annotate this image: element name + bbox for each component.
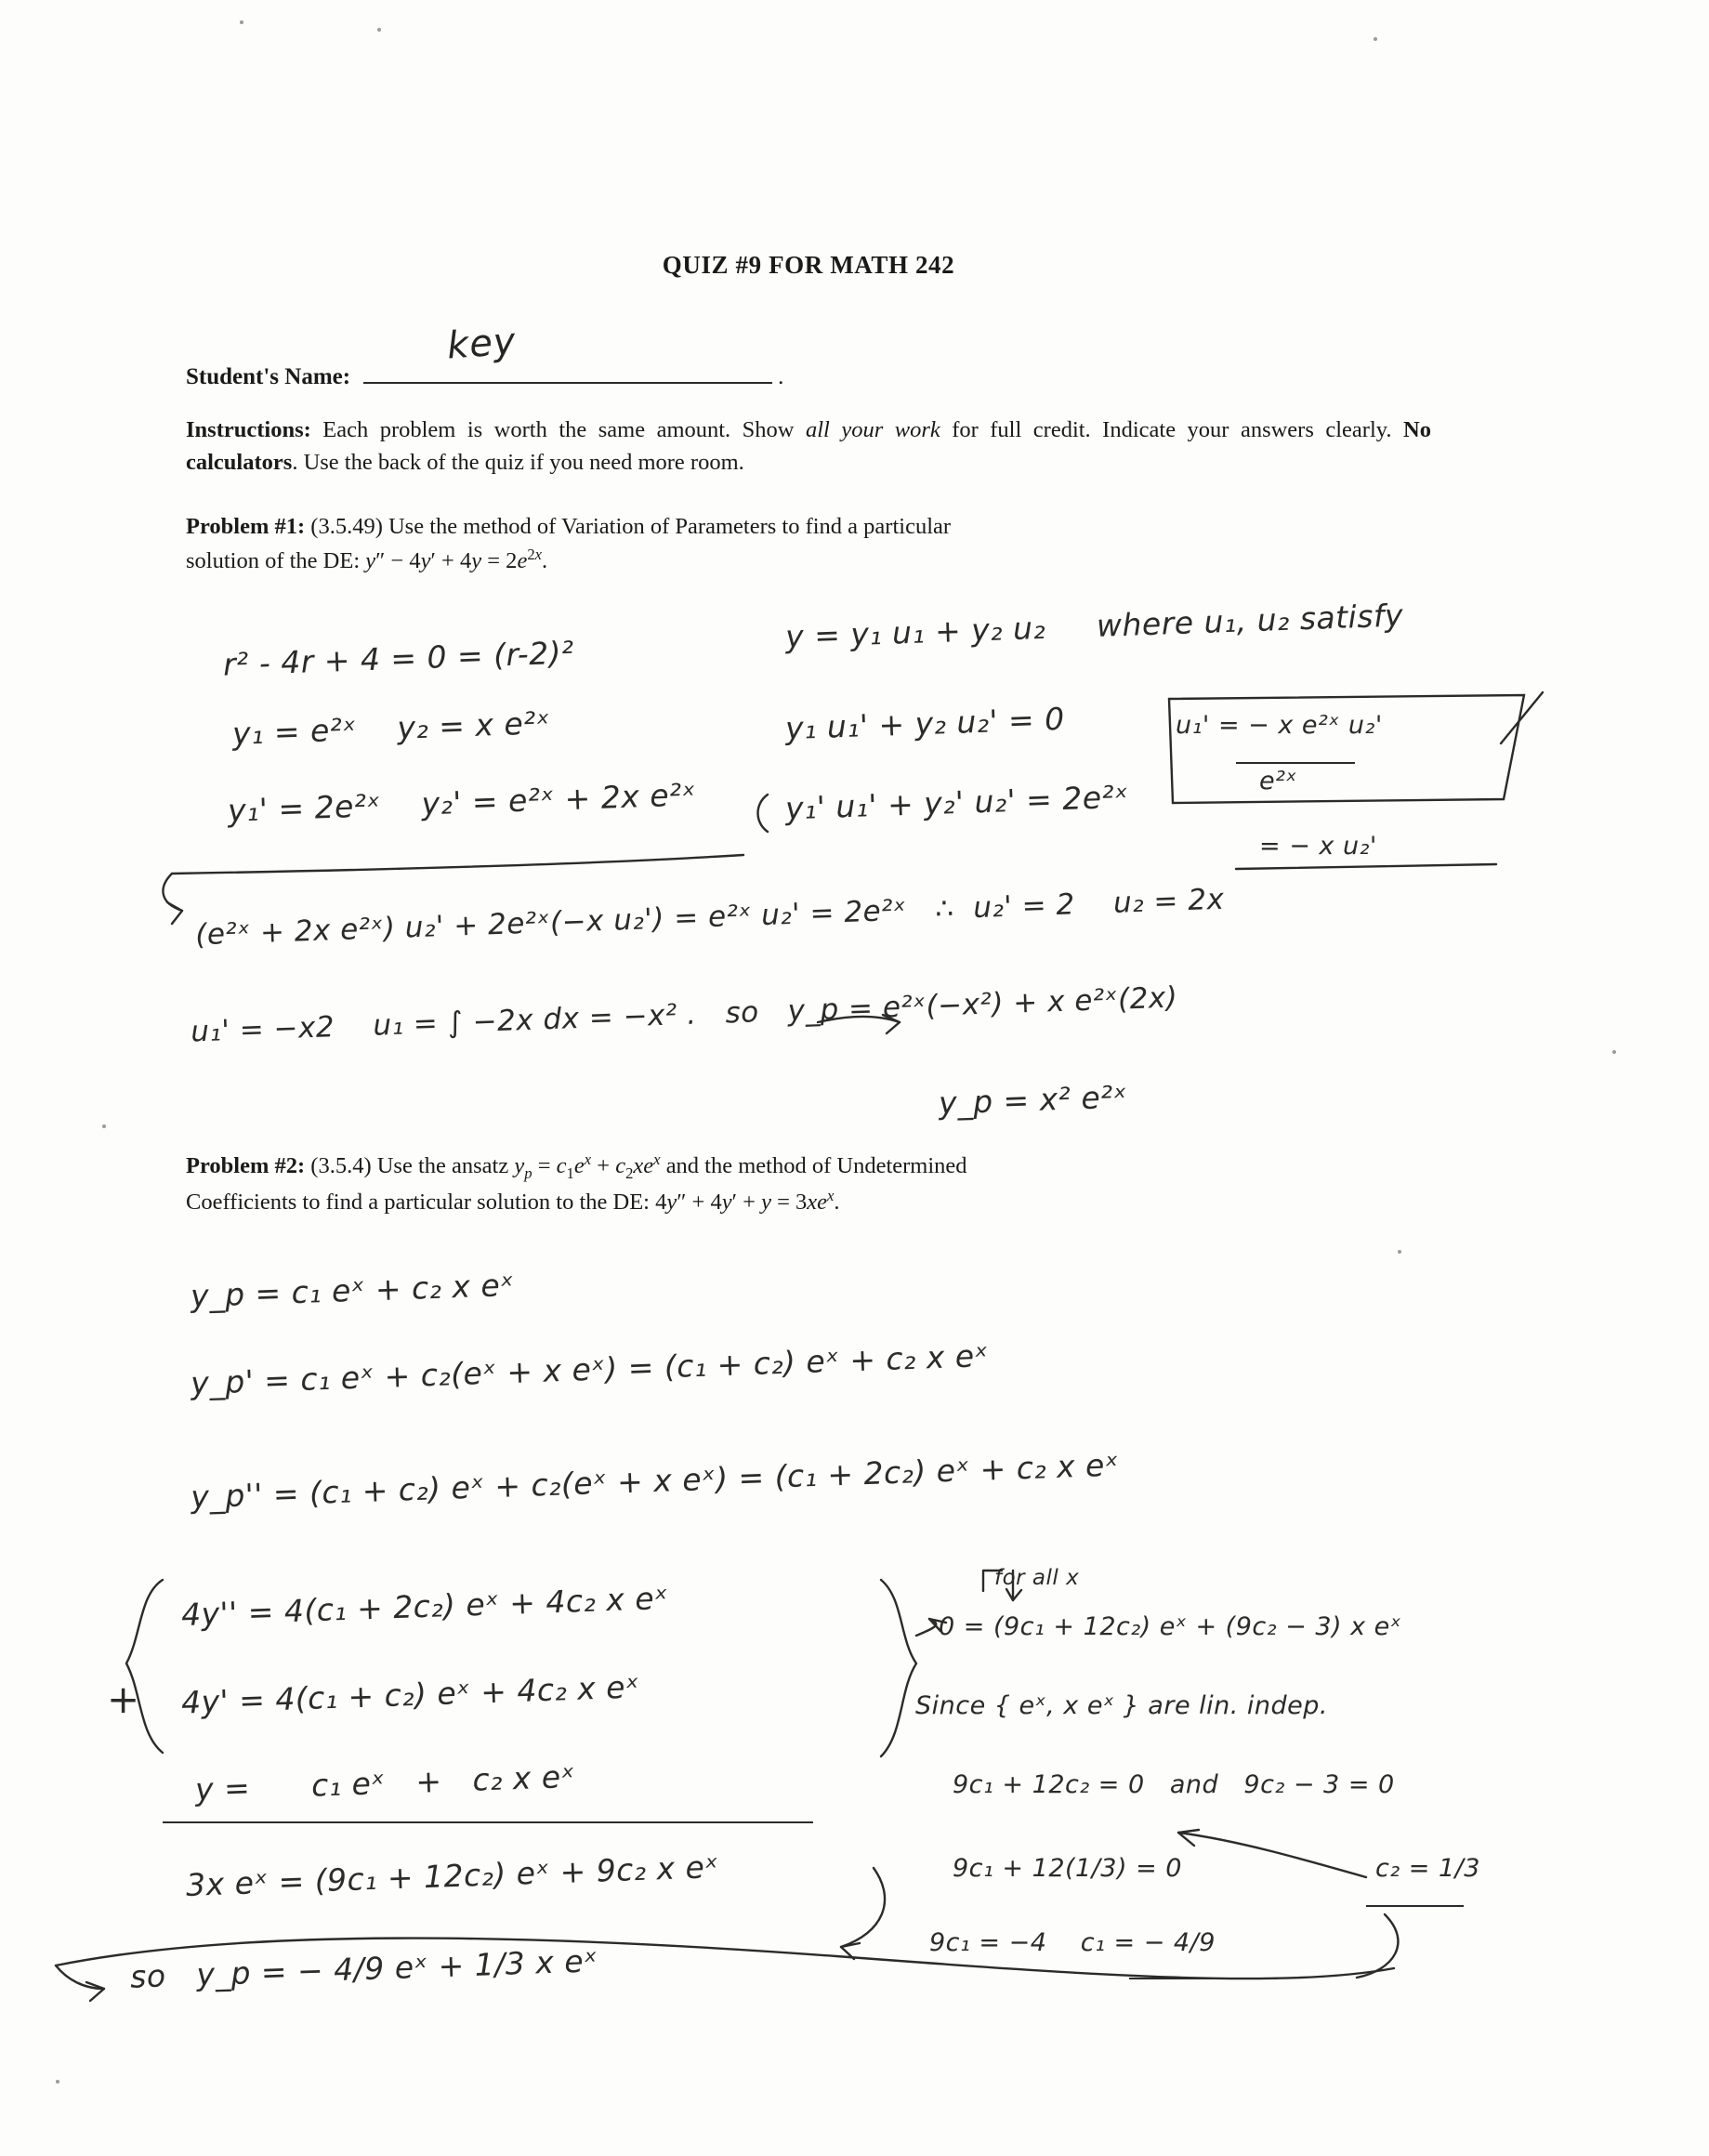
scan-speck	[1612, 1050, 1616, 1054]
page-title: QUIZ #9 FOR MATH 242	[662, 251, 955, 279]
hw-p1-u1-simplified: = − x u₂'	[1259, 832, 1377, 861]
scan-speck	[102, 1124, 106, 1128]
hw-p1-basis: y₁ = e²ˣ y₂ = x e²ˣ	[231, 704, 551, 752]
instructions-bold-no-calculators: No calculators	[186, 417, 1431, 475]
problem-2-statement	[186, 1149, 1431, 1219]
student-name-row	[186, 320, 1431, 390]
hw-p2-yp: y_p = c₁ eˣ + c₂ x eˣ	[190, 1266, 515, 1315]
hw-p1-fraction-bar	[1236, 762, 1355, 764]
student-name-handwritten: key	[445, 320, 519, 368]
problem-2-text-2: Coefficients to find a particular solution to the DE: $4y'' + 4y' + y = 3xe^x$.	[186, 1186, 840, 1216]
instructions-emphasis: all your work	[805, 417, 940, 442]
problem-2-label: Problem #2:	[186, 1153, 306, 1179]
scan-speck	[377, 28, 381, 32]
hw-p2-independence: Since { eˣ, x eˣ } are lin. indep.	[915, 1691, 1329, 1720]
hw-p2-combined: 3x eˣ = (9c₁ + 12c₂) eˣ + 9c₂ x eˣ	[185, 1848, 720, 1903]
hw-p2-sum-rule	[163, 1821, 813, 1823]
hw-p1-denominator: e²ˣ	[1259, 767, 1297, 795]
problem-1-text-2: solution of the DE: $y'' - 4y' + 4y = 2e^{2x}$.	[186, 545, 548, 573]
hw-p1-system-eq2: y₁' u₁' + y₂' u₂' = 2e²ˣ	[784, 778, 1130, 827]
hw-p2-plus-sign: +	[107, 1676, 140, 1722]
instructions-text-2: for full credit. Indicate your answers clearly.	[940, 417, 1404, 442]
problem-1-text-1: Use the method of Variation of Parameters to find a particular	[382, 513, 952, 539]
problem-2-ref: (3.5.4)	[310, 1153, 372, 1179]
problem-1-statement	[186, 511, 1431, 578]
hw-p2-solve-c1-step: 9c₁ + 12(1/3) = 0	[953, 1854, 1182, 1883]
hw-p1-char-eq: r² - 4r + 4 = 0 = (r-2)²	[222, 634, 575, 683]
instructions-text-1: Each problem is worth the same amount. Show	[310, 417, 806, 442]
scan-speck	[56, 2080, 59, 2084]
hw-p1-system-eq1: y₁ u₁' + y₂ u₂' = 0	[784, 700, 1066, 747]
hw-p2-final-answer: so y_p = − 4/9 eˣ + 1/3 x eˣ	[129, 1942, 598, 1995]
scan-speck	[1374, 37, 1377, 41]
hw-p2-coefficient-equations: 9c₁ + 12c₂ = 0 and 9c₂ − 3 = 0	[953, 1770, 1395, 1799]
hw-p1-derivatives: y₁' = 2e²ˣ y₂' = e²ˣ + 2x e²ˣ	[227, 776, 697, 829]
scan-speck	[1398, 1250, 1401, 1254]
hw-p1-u1-integral: u₁' = −x2 u₁ = ∫ −2x dx = −x² . so y_p = e²ˣ(−x²) + x e²ˣ(2x)	[190, 980, 1178, 1049]
hw-p1-ansatz: y = y₁ u₁ + y₂ u₂ where u₁, u₂ satisfy	[784, 597, 1404, 655]
student-name-label: Student's Name:	[186, 364, 351, 389]
instructions-paragraph	[186, 414, 1431, 480]
instructions-text-3: . Use the back of the quiz if you need more room.	[292, 449, 744, 475]
hw-p2-c2-value: c₂ = 1/3	[1375, 1854, 1480, 1883]
instructions-label: Instructions:	[186, 417, 311, 442]
student-name-field[interactable]	[363, 320, 772, 384]
hw-p2-c1-underline	[1129, 1978, 1278, 1979]
hw-p1-answer: y_p = x² e²ˣ	[938, 1078, 1128, 1122]
hw-p2-c2-underline	[1366, 1905, 1464, 1907]
name-period: .	[778, 364, 784, 389]
hw-p2-c1-value: 9c₁ = −4 c₁ = − 4/9	[929, 1928, 1216, 1957]
hw-p2-term-y: y = c₁ eˣ + c₂ x eˣ	[194, 1757, 576, 1808]
hw-p2-zero-equation: 0 = (9c₁ + 12c₂) eˣ + (9c₂ − 3) x eˣ	[939, 1612, 1402, 1641]
hw-p2-term-4ypp: 4y'' = 4(c₁ + 2c₂) eˣ + 4c₂ x eˣ	[180, 1579, 669, 1634]
scan-speck	[240, 20, 243, 24]
hw-p1-u1-expression: u₁' = − x e²ˣ u₂'	[1176, 711, 1383, 740]
hw-p2-yp-prime: y_p' = c₁ eˣ + c₂(eˣ + x eˣ) = (c₁ + c₂) eˣ + c₂ x eˣ	[190, 1337, 990, 1401]
problem-1-ref: (3.5.49)	[310, 513, 383, 539]
problem-1-label: Problem #1:	[186, 513, 306, 539]
hw-p2-for-all-x: for all x	[994, 1566, 1080, 1590]
problem-2-text-1: Use the ansatz $y_p = c_1e^x + c_2xe^x$ and the method of Undetermined	[376, 1150, 967, 1183]
hw-p1-substitution: (e²ˣ + 2x e²ˣ) u₂' + 2e²ˣ(−x u₂') = e²ˣ u₂' = 2e²ˣ ∴ u₂' = 2 u₂ = 2x	[194, 882, 1225, 953]
hw-p2-yp-double-prime: y_p'' = (c₁ + c₂) eˣ + c₂(eˣ + x eˣ) = (c₁ + 2c₂) eˣ + c₂ x eˣ	[190, 1446, 1120, 1516]
hw-p2-term-4yp: 4y' = 4(c₁ + c₂) eˣ + 4c₂ x eˣ	[180, 1668, 640, 1721]
